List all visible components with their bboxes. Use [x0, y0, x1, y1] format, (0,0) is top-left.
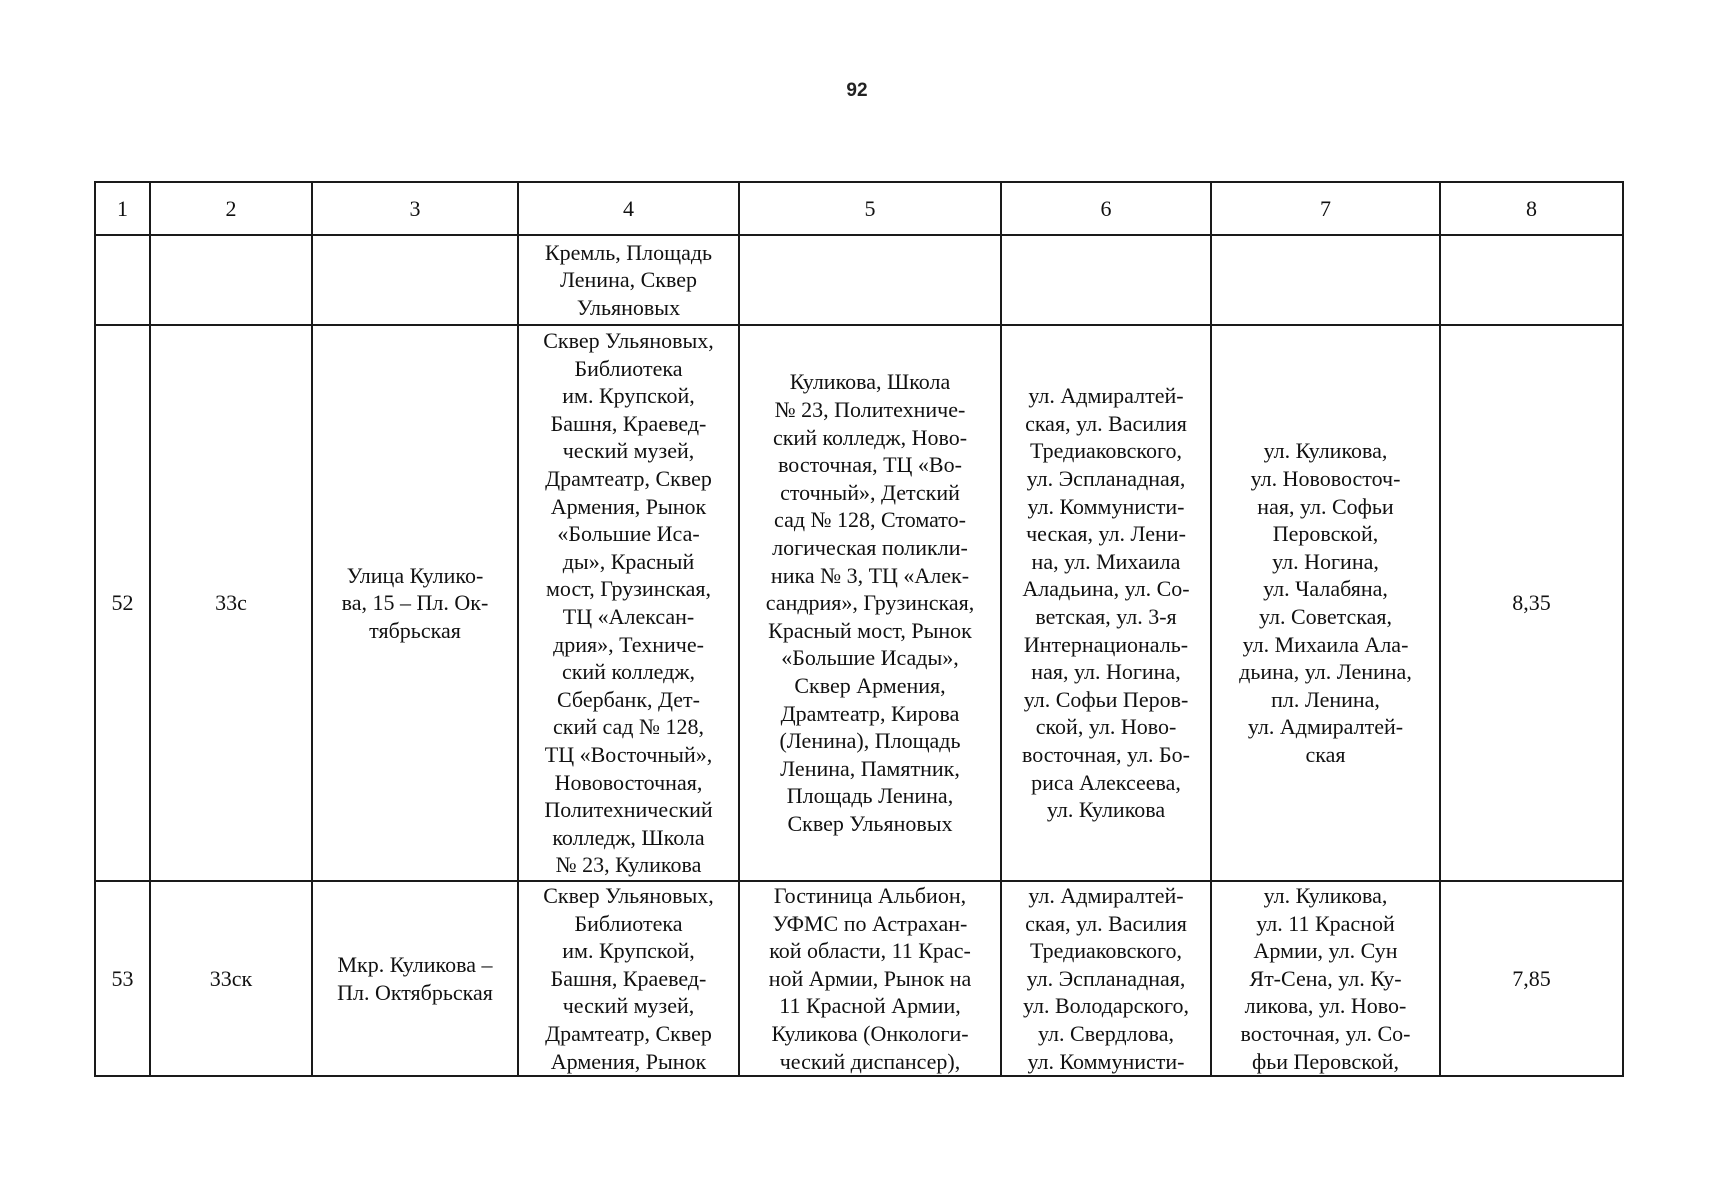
header-cell-col1: 1 [95, 182, 150, 235]
cell-streets-forward: ул. Адмиралтей- ская, ул. Василия Тредиаковского, ул. Эспланадная, ул. Коммунисти- ческая, ул. Лени- на, ул. Михаила Аладьина, ул. Со- ветская, ул. 3-я Интернациональ- ная, ул. Ногина, ул. Софьи Перов- ской, ул. Ново- восточная, ул. Бо- риса Алексеева, ул. Куликова [1001, 325, 1211, 881]
cell-stops-forward: Сквер Ульяновых, Библиотека им. Крупской, Башня, Краевед- ческий музей, Драмтеатр, Сквер Армения, Рынок [518, 881, 739, 1076]
cell-stops-forward: Кремль, Площадь Ленина, Сквер Ульяновых [518, 235, 739, 325]
cell-stops-backward [739, 235, 1001, 325]
header-cell-col2: 2 [150, 182, 312, 235]
header-row [95, 182, 1623, 235]
header-cell-col6: 6 [1001, 182, 1211, 235]
routes-table [94, 181, 1624, 1077]
cell-stops-backward: Гостиница Альбион, УФМС по Астрахан- кой области, 11 Крас- ной Армии, Рынок на 11 Красной Армии, Куликова (Онкологи- ческий диспансер), [739, 881, 1001, 1076]
cell-route-name: Улица Кулико- ва, 15 – Пл. Ок- тябрьская [312, 325, 518, 881]
cell-route-number: 52 [95, 325, 150, 881]
cell-streets-backward [1211, 235, 1440, 325]
cell-route-name [312, 235, 518, 325]
cell-length: 7,85 [1440, 881, 1623, 1076]
cell-route-number [95, 235, 150, 325]
header-cell-col3: 3 [312, 182, 518, 235]
page-number: 92 [846, 80, 868, 101]
header-cell-col5: 5 [739, 182, 1001, 235]
header-cell-col8: 8 [1440, 182, 1623, 235]
cell-length: 8,35 [1440, 325, 1623, 881]
cell-streets-forward: ул. Адмиралтей- ская, ул. Василия Тредиаковского, ул. Эспланадная, ул. Володарского, ул. Свердлова, ул. Коммунисти- [1001, 881, 1211, 1076]
table-row [95, 325, 1623, 881]
cell-stops-forward: Сквер Ульяновых, Библиотека им. Крупской, Башня, Краевед- ческий музей, Драмтеатр, Сквер Армения, Рынок «Большие Иса- ды», Красный мост, Грузинская, ТЦ «Алексан- дрия», Техниче- ский колледж, Сбербанк, Дет- ский сад № 128, ТЦ «Восточный», Нововосточная, Политехнический колледж, Школа № 23, Куликова [518, 325, 739, 881]
cell-streets-backward: ул. Куликова, ул. 11 Красной Армии, ул. Сун Ят-Сена, ул. Ку- ликова, ул. Ново- восточная, ул. Со- фьи Перовской, [1211, 881, 1440, 1076]
cell-route-number: 53 [95, 881, 150, 1076]
cell-route-code [150, 235, 312, 325]
cell-streets-forward [1001, 235, 1211, 325]
cell-stops-backward: Куликова, Школа № 23, Политехниче- ский колледж, Ново- восточная, ТЦ «Во- сточный», Детский сад № 128, Стомато- логическая поликли- ника № 3, ТЦ «Алек- сандрия», Грузинская, Красный мост, Рынок «Большие Исады», Сквер Армения, Драмтеатр, Кирова (Ленина), Площадь Ленина, Памятник, Площадь Ленина, Сквер Ульяновых [739, 325, 1001, 881]
cell-route-code: 33ск [150, 881, 312, 1076]
cell-route-code: 33с [150, 325, 312, 881]
table-row [95, 881, 1623, 1076]
cell-length [1440, 235, 1623, 325]
cell-streets-backward: ул. Куликова, ул. Нововосточ- ная, ул. Софьи Перовской, ул. Ногина, ул. Чалабяна, ул. Советская, ул. Михаила Ала- дьина, ул. Ленина, пл. Ленина, ул. Адмиралтей- ская [1211, 325, 1440, 881]
continuation-row [95, 235, 1623, 325]
cell-route-name: Мкр. Куликова – Пл. Октябрьская [312, 881, 518, 1076]
header-cell-col7: 7 [1211, 182, 1440, 235]
header-cell-col4: 4 [518, 182, 739, 235]
